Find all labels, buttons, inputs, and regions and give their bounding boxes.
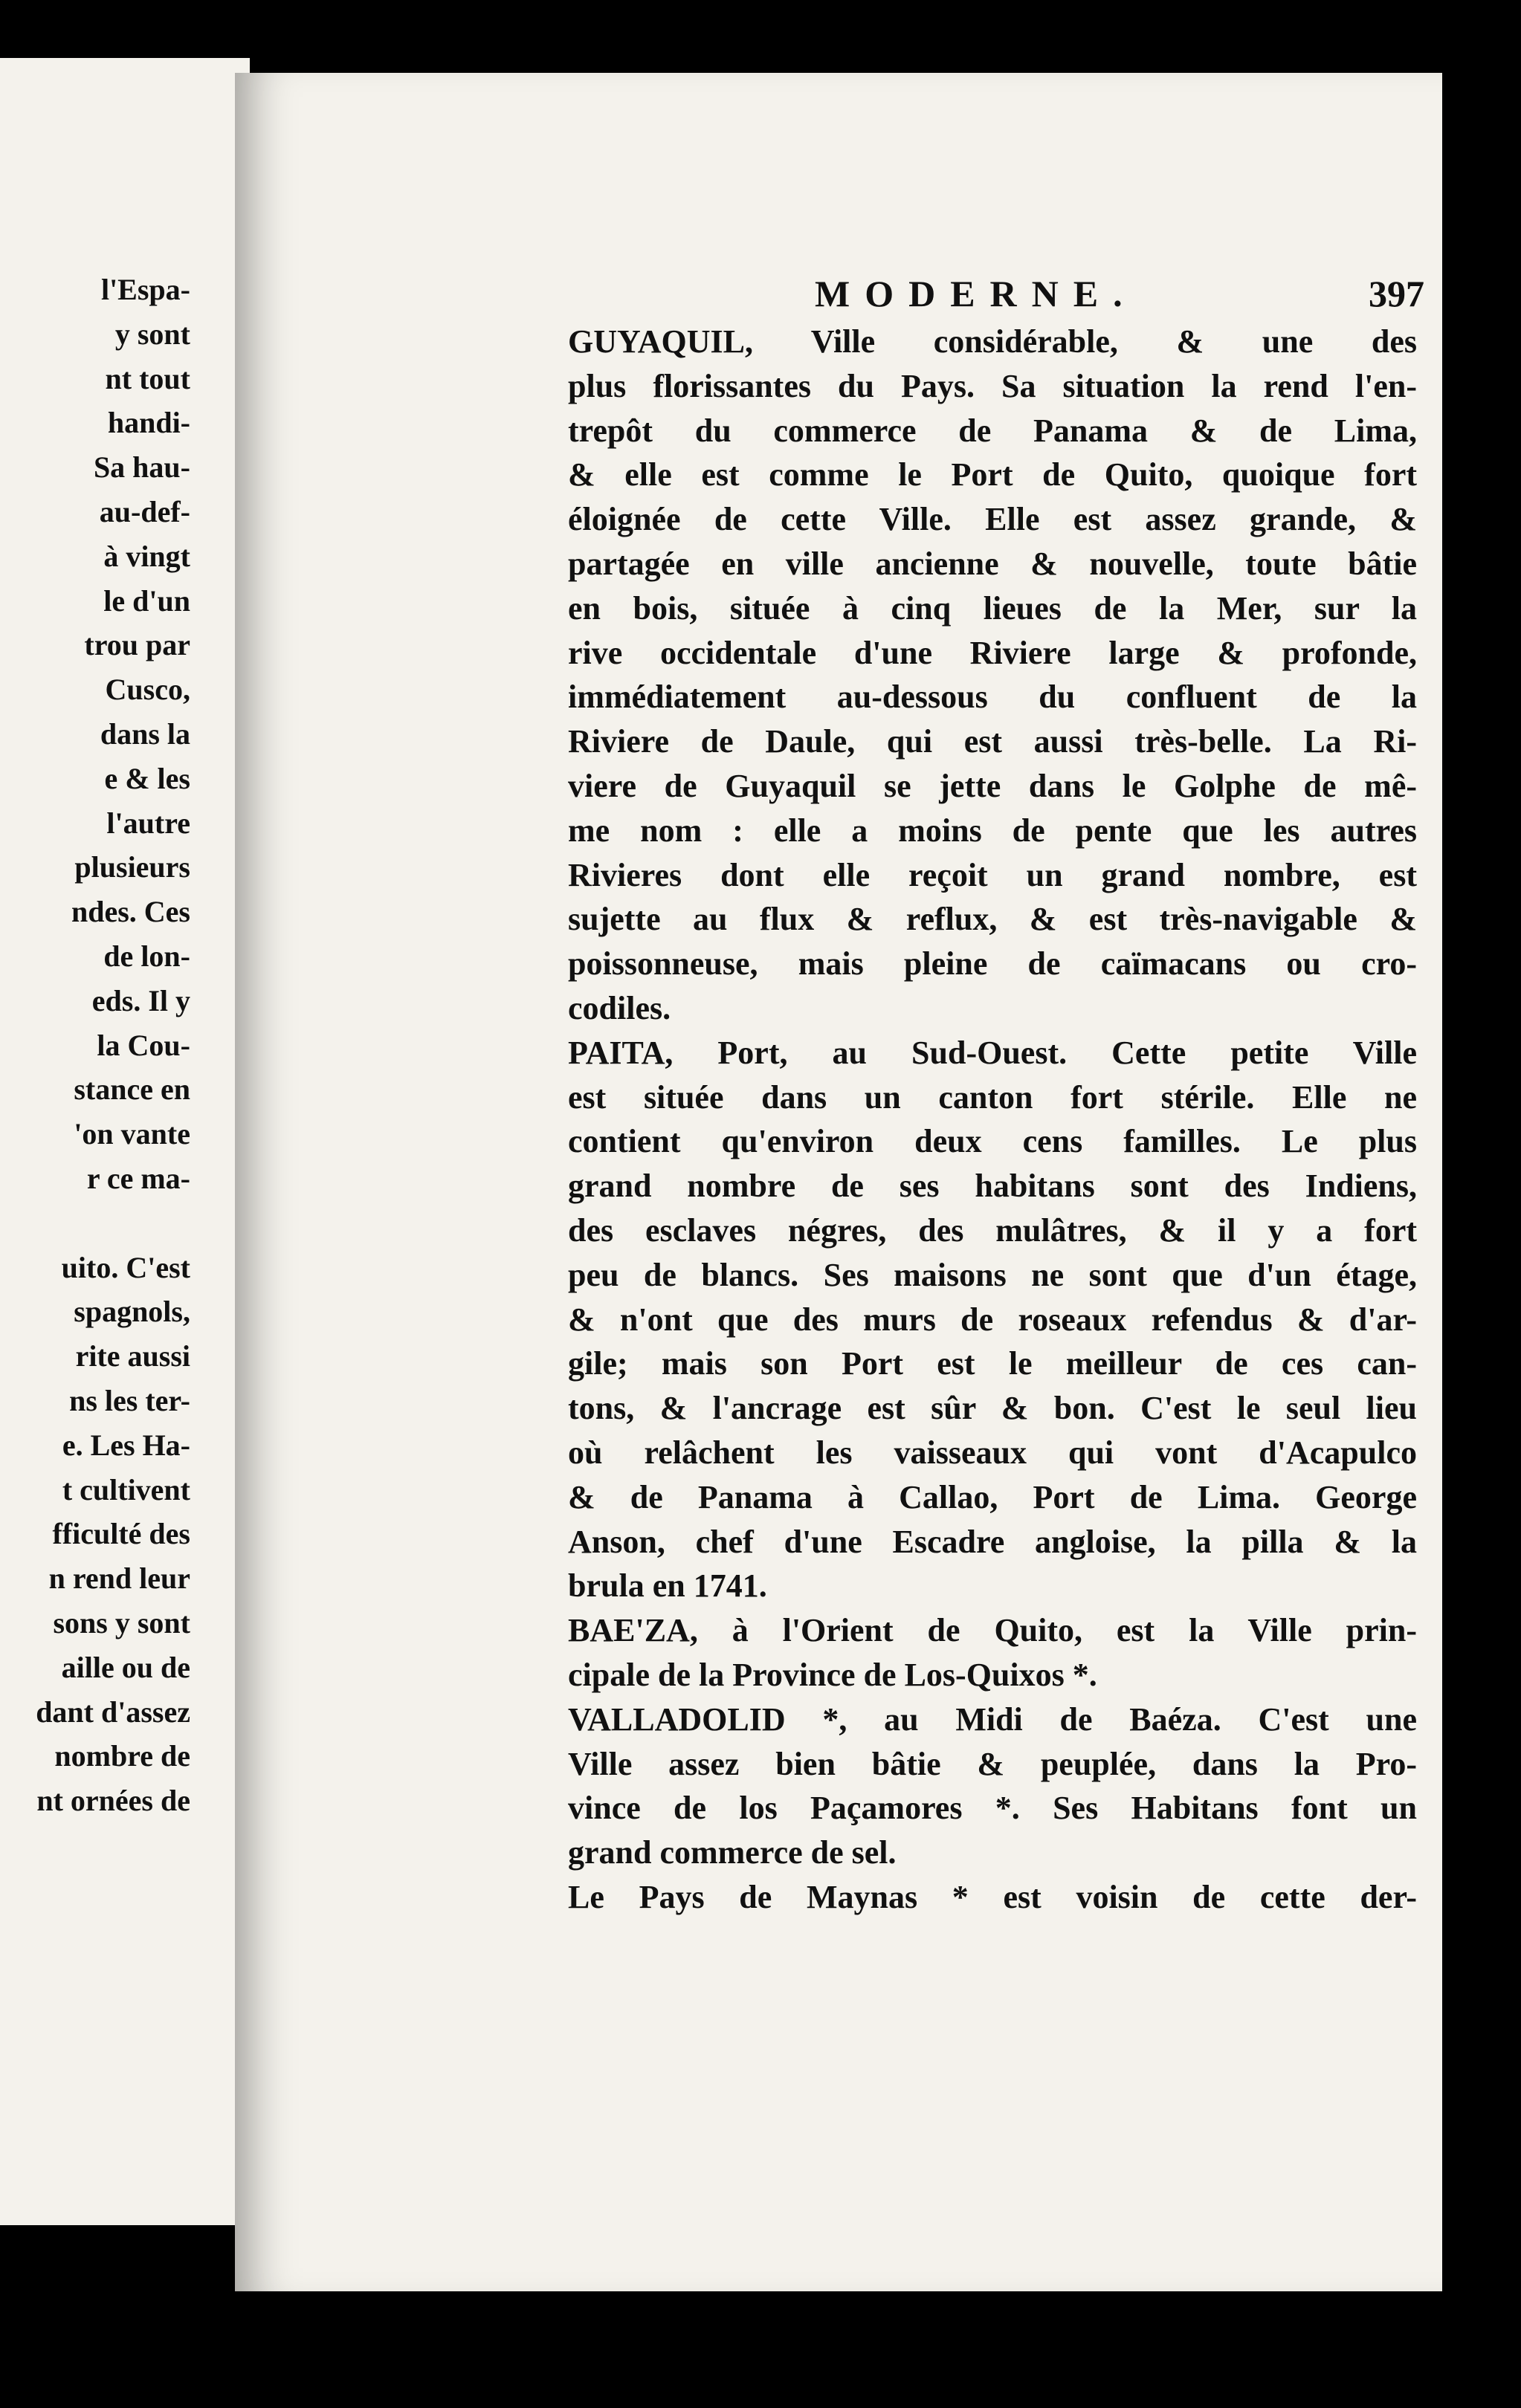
text-line: éloignée de cette Ville. Elle est assez grande, & bbox=[568, 501, 1417, 538]
fragment-line: dans la bbox=[100, 716, 190, 751]
fragment-line: y sont bbox=[114, 317, 190, 351]
fragment-line: trou par bbox=[84, 628, 190, 662]
text-line: immédiatement au-dessous du confluent de la bbox=[568, 679, 1417, 716]
fragment-line: ndes. Ces bbox=[71, 895, 190, 929]
fragment-line: n rend leur bbox=[48, 1561, 190, 1596]
fragment-line: Sa hau- bbox=[93, 450, 190, 485]
text-line: Anson, chef d'une Escadre angloise, la pilla & la bbox=[568, 1523, 1417, 1560]
text-line: tons, & l'ancrage est sûr & bon. C'est le seul lieu bbox=[568, 1390, 1417, 1427]
text-line: est située dans un canton fort stérile. Elle ne bbox=[568, 1078, 1417, 1116]
text-line: VALLADOLID *, au Midi de Baéza. C'est une bbox=[568, 1700, 1417, 1738]
text-line: plus florissantes du Pays. Sa situation la rend l'en- bbox=[568, 367, 1417, 404]
text-line: grand commerce de sel. bbox=[568, 1834, 897, 1871]
fragment-line: à vingt bbox=[103, 539, 190, 573]
text-line: Riviere de Daule, qui est aussi très-belle. La Ri- bbox=[568, 723, 1417, 760]
fragment-line: sons y sont bbox=[53, 1605, 190, 1640]
fragment-line: nt tout bbox=[105, 361, 190, 395]
page-header bbox=[815, 272, 1442, 324]
text-line: codiles. bbox=[568, 989, 671, 1026]
right-page bbox=[235, 73, 1442, 2291]
text-line: cipale de la Province de Los-Quixos *. bbox=[568, 1656, 1097, 1693]
text-line: des esclaves négres, des mulâtres, & il y a fort bbox=[568, 1211, 1417, 1249]
fragment-line: e & les bbox=[104, 761, 190, 795]
fragment-line: handi- bbox=[107, 406, 190, 440]
text-line: Le Pays de Maynas * est voisin de cette der- bbox=[568, 1878, 1417, 1915]
fragment-line: ns les ter- bbox=[69, 1383, 190, 1417]
text-line: & n'ont que des murs de roseaux refendus & d'ar- bbox=[568, 1301, 1417, 1338]
text-line: grand nombre de ses habitans sont des Indiens, bbox=[568, 1168, 1417, 1205]
text-line: brula en 1741. bbox=[568, 1567, 767, 1605]
text-line: partagée en ville ancienne & nouvelle, toute bâtie bbox=[568, 545, 1417, 582]
text-line: trepôt du commerce de Panama & de Lima, bbox=[568, 412, 1417, 449]
fragment-line: t cultivent bbox=[62, 1472, 190, 1506]
fragment-line: aille ou de bbox=[61, 1650, 190, 1684]
fragment-line: e. Les Ha- bbox=[62, 1428, 190, 1462]
text-line: où relâchent les vaisseaux qui vont d'Acapulco bbox=[568, 1434, 1417, 1471]
text-line: poissonneuse, mais pleine de caïmacans ou cro- bbox=[568, 945, 1417, 983]
running-title: MODERNE. bbox=[815, 273, 1137, 314]
text-line: PAITA, Port, au Sud-Ouest. Cette petite Ville bbox=[568, 1034, 1417, 1071]
text-line: vince de los Paçamores *. Ses Habitans font un bbox=[568, 1790, 1417, 1827]
fragment-line: nt ornées de bbox=[36, 1784, 190, 1818]
text-line: & elle est comme le Port de Quito, quoique fort bbox=[568, 456, 1417, 493]
text-line: GUYAQUIL, Ville considérable, & une des bbox=[568, 323, 1417, 360]
fragment-line bbox=[36, 1201, 190, 1246]
fragment-line: fficulté des bbox=[52, 1517, 190, 1551]
fragment-line: uito. C'est bbox=[61, 1250, 190, 1284]
fragment-line: stance en bbox=[74, 1072, 190, 1107]
text-line: Rivieres dont elle reçoit un grand nombre, est bbox=[568, 856, 1417, 893]
fragment-line: de lon- bbox=[103, 939, 190, 973]
text-line: me nom : elle a moins de pente que les autres bbox=[568, 812, 1417, 849]
fragment-line: r ce ma- bbox=[86, 1161, 190, 1195]
fragment-line: spagnols, bbox=[74, 1295, 190, 1329]
text-line: contient qu'environ deux cens familles. Le plus bbox=[568, 1123, 1417, 1160]
text-line: peu de blancs. Ses maisons ne sont que d'un étage, bbox=[568, 1256, 1417, 1293]
fragment-line: plusieurs bbox=[74, 850, 190, 884]
text-line: en bois, située à cinq lieues de la Mer, sur la bbox=[568, 589, 1417, 627]
text-line: sujette au flux & reflux, & est très-navigable & bbox=[568, 901, 1417, 938]
fragment-line: dant d'assez bbox=[36, 1695, 190, 1729]
fragment-line: le d'un bbox=[103, 583, 190, 618]
text-line: BAE'ZA, à l'Orient de Quito, est la Ville prin- bbox=[568, 1612, 1417, 1649]
fragment-line: au-def- bbox=[99, 494, 190, 528]
fragment-line: l'autre bbox=[106, 806, 190, 840]
text-line: viere de Guyaquil se jette dans le Golphe de mê- bbox=[568, 767, 1417, 804]
page-number: 397 bbox=[1369, 273, 1424, 314]
fragment-line: l'Espa- bbox=[100, 273, 190, 306]
fragment-line: rite aussi bbox=[75, 1339, 190, 1373]
text-line: Ville assez bien bâtie & peuplée, dans la Pro- bbox=[568, 1745, 1417, 1782]
main-text bbox=[568, 320, 1417, 1920]
fragment-line: la Cou- bbox=[97, 1028, 190, 1062]
fragment-line: eds. Il y bbox=[91, 983, 190, 1017]
text-line: rive occidentale d'une Riviere large & profonde, bbox=[568, 634, 1417, 671]
fragment-line: nombre de bbox=[54, 1739, 190, 1773]
left-page-text bbox=[36, 268, 190, 1823]
text-line: gile; mais son Port est le meilleur de ces can- bbox=[568, 1345, 1417, 1382]
left-page-fragment bbox=[0, 58, 250, 2225]
text-line: & de Panama à Callao, Port de Lima. George bbox=[568, 1478, 1417, 1515]
fragment-line: 'on vante bbox=[74, 1117, 190, 1151]
fragment-line: Cusco, bbox=[105, 673, 190, 707]
